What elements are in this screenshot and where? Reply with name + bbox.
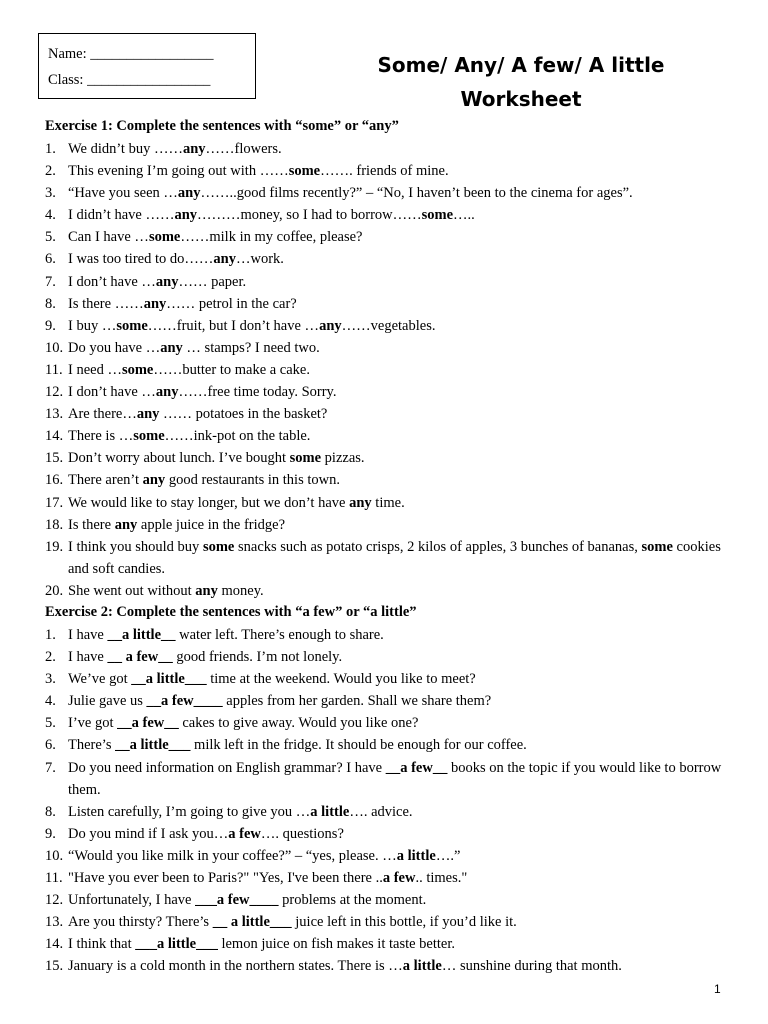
item-sentence: [68, 447, 725, 469]
answer-text: some: [421, 207, 454, 224]
sentence-text: Listen carefully, I’m going to give you …: [68, 803, 311, 820]
list-item: [45, 226, 725, 248]
list-item: [45, 293, 725, 315]
item-sentence: [68, 845, 725, 867]
item-number: 18.: [45, 516, 64, 533]
sentence-text: books on the topic if you would like to borrow them.: [68, 759, 722, 798]
item-number: 12.: [45, 892, 64, 909]
item-sentence: [68, 536, 725, 580]
sentence-text: We’ve got: [68, 671, 132, 688]
item-sentence: [68, 801, 725, 823]
sentence-text: ……milk in my coffee, please?: [180, 229, 363, 246]
answer-text: any: [174, 207, 198, 224]
answer-text: any: [213, 251, 236, 268]
answer-text: some: [133, 428, 165, 445]
sentence-text: I didn’t have ……: [68, 207, 175, 224]
list-item: [45, 403, 725, 425]
sentence-text: …… paper.: [178, 273, 247, 290]
item-sentence: [68, 955, 725, 977]
list-item: [45, 182, 725, 204]
item-number: 4.: [45, 207, 56, 224]
answer-text: a little: [402, 958, 442, 975]
sentence-text: cookies and soft candies.: [68, 538, 721, 577]
list-item: [45, 469, 725, 491]
sentence-text: money.: [217, 582, 264, 599]
sentence-text: I’ve got: [68, 715, 118, 732]
sentence-text: pizzas.: [321, 450, 365, 467]
item-sentence: [68, 668, 725, 690]
sentence-text: I have: [68, 649, 108, 666]
list-item: [45, 425, 725, 447]
item-number: 6.: [45, 737, 56, 754]
item-number: 15.: [45, 450, 64, 467]
sentence-text: ….”: [435, 847, 461, 864]
list-item: [45, 757, 725, 801]
item-number: 14.: [45, 936, 64, 953]
item-sentence: [68, 889, 725, 911]
answer-text: ___a few____: [195, 892, 279, 909]
sentence-text: juice left in this bottle, if you’d like it.: [291, 914, 517, 931]
item-sentence: [68, 734, 725, 756]
sentence-text: Julie gave us: [68, 693, 147, 710]
name-field-label: Name: _________________: [48, 46, 214, 62]
sentence-text: I don’t have …: [68, 384, 156, 401]
exercise-1-heading: Exercise 1: Complete the sentences with “some” or “any”: [45, 118, 399, 134]
sentence-text: …… potatoes in the basket?: [159, 406, 328, 423]
sentence-text: Are there…: [68, 406, 137, 423]
sentence-text: Are you thirsty? There’s: [68, 914, 213, 931]
answer-text: some: [288, 163, 321, 180]
sentence-text: ………money, so I had to borrow……: [197, 207, 422, 224]
item-number: 13.: [45, 406, 64, 423]
sentence-text: …. questions?: [260, 825, 344, 842]
list-item: [45, 955, 725, 977]
item-number: 3.: [45, 671, 56, 688]
answer-text: __a few____: [146, 693, 223, 710]
list-item: [45, 536, 725, 580]
list-item: [45, 381, 725, 403]
sentence-text: ……. friends of mine.: [320, 163, 449, 180]
answer-text: a few: [228, 825, 261, 842]
item-sentence: [68, 293, 725, 315]
sentence-text: We would like to stay longer, but we don’t have: [68, 494, 350, 511]
exercise-1-list: [45, 138, 725, 602]
sentence-text: I buy …: [68, 317, 117, 334]
answer-text: ___a little___: [135, 936, 218, 953]
item-number: 9.: [45, 825, 56, 842]
item-number: 17.: [45, 494, 64, 511]
item-number: 14.: [45, 428, 64, 445]
item-number: 12.: [45, 384, 64, 401]
sentence-text: There’s: [68, 737, 116, 754]
title-line-1: Some/ Any/ A few/ A little: [377, 53, 665, 77]
item-sentence: [68, 337, 725, 359]
sentence-text: good restaurants in this town.: [165, 472, 340, 489]
sentence-text: "Have you ever been to Paris?" "Yes, I've been there ..: [68, 870, 383, 886]
item-sentence: [68, 381, 725, 403]
list-item: [45, 646, 725, 668]
item-number: 7.: [45, 273, 56, 290]
sentence-text: ……free time today. Sorry.: [178, 384, 337, 401]
item-sentence: [68, 315, 725, 337]
list-item: [45, 580, 725, 602]
sentence-text: Unfortunately, I have: [68, 892, 196, 909]
item-number: 11.: [45, 870, 63, 886]
item-number: 8.: [45, 803, 56, 820]
item-number: 10.: [45, 339, 64, 356]
item-number: 2.: [45, 649, 56, 666]
item-sentence: [68, 712, 725, 734]
item-sentence: [68, 757, 725, 801]
item-sentence: [68, 248, 725, 270]
exercise-2-heading: Exercise 2: Complete the sentences with “a few” or “a little”: [45, 603, 417, 620]
sentence-text: We didn’t buy ……: [68, 141, 183, 157]
item-number: 16.: [45, 472, 64, 489]
item-number: 1.: [45, 141, 56, 157]
item-sentence: [68, 580, 725, 602]
answer-text: any: [349, 494, 372, 511]
item-sentence: [68, 911, 725, 933]
sentence-text: cakes to give away. Would you like one?: [178, 715, 419, 732]
answer-text: any: [160, 339, 183, 356]
item-sentence: [68, 646, 725, 668]
sentence-text: There aren’t: [68, 472, 143, 489]
item-sentence: [68, 867, 725, 889]
item-number: 7.: [45, 759, 56, 776]
item-sentence: [68, 425, 725, 447]
item-number: 4.: [45, 693, 56, 710]
item-sentence: [68, 690, 725, 712]
worksheet-content: [45, 116, 725, 977]
item-sentence: [68, 138, 725, 160]
sentence-text: .. times.": [415, 870, 468, 886]
sentence-text: I have: [68, 626, 108, 643]
sentence-text: problems at the moment.: [278, 892, 427, 909]
sentence-text: I think that: [68, 936, 136, 953]
list-item: [45, 801, 725, 823]
list-item: [45, 138, 725, 160]
answer-text: any: [177, 185, 201, 202]
answer-text: some: [202, 538, 235, 555]
item-number: 15.: [45, 958, 64, 975]
answer-text: __a few__: [385, 759, 448, 776]
answer-text: any: [319, 317, 342, 334]
list-item: [45, 889, 725, 911]
page-number: 1: [714, 982, 721, 996]
item-sentence: [68, 204, 725, 226]
list-item: [45, 624, 725, 646]
sentence-text: …..: [453, 207, 475, 224]
sentence-text: … sunshine during that month.: [441, 958, 622, 975]
item-number: 11.: [45, 361, 63, 378]
list-item: [45, 668, 725, 690]
item-number: 3.: [45, 185, 56, 202]
list-item: [45, 248, 725, 270]
list-item: [45, 933, 725, 955]
sentence-text: ……butter to make a cake.: [153, 361, 310, 378]
item-sentence: [68, 624, 725, 646]
answer-text: a few: [382, 870, 416, 886]
answer-text: __a little___: [131, 671, 207, 688]
answer-text: some: [121, 361, 154, 378]
answer-text: a little: [396, 847, 436, 864]
item-number: 8.: [45, 295, 56, 312]
item-sentence: [68, 514, 725, 536]
item-number: 10.: [45, 847, 64, 864]
item-sentence: [68, 182, 725, 204]
answer-text: any: [155, 384, 179, 401]
sentence-text: water left. There’s enough to share.: [175, 626, 384, 643]
list-item: [45, 911, 725, 933]
item-number: 9.: [45, 317, 56, 334]
sentence-text: I need …: [68, 361, 122, 378]
answer-text: some: [289, 450, 322, 467]
sentence-text: …… petrol in the car?: [166, 295, 297, 312]
list-item: [45, 359, 725, 381]
list-item: [45, 690, 725, 712]
item-sentence: [68, 271, 725, 293]
sentence-text: Do you mind if I ask you…: [68, 825, 229, 842]
list-item: [45, 845, 725, 867]
sentence-text: ……..good films recently?” – “No, I haven’t been to the cinema for ages”.: [200, 185, 633, 202]
sentence-text: Do you have …: [68, 339, 161, 356]
list-item: [45, 315, 725, 337]
item-number: 6.: [45, 251, 56, 268]
sentence-text: I think you should buy: [68, 538, 203, 555]
answer-text: __a few__: [117, 715, 179, 732]
list-item: [45, 514, 725, 536]
sentence-text: time at the weekend. Would you like to meet?: [206, 671, 476, 688]
sentence-text: Is there ……: [68, 295, 144, 312]
sentence-text: Do you need information on English grammar? I have: [68, 759, 386, 776]
item-sentence: [68, 403, 725, 425]
sentence-text: ……flowers.: [205, 141, 282, 157]
sentence-text: …. advice.: [349, 803, 413, 820]
sentence-text: snacks such as potato crisps, 2 kilos of apples, 3 bunches of bananas,: [234, 538, 642, 555]
sentence-text: Don’t worry about lunch. I’ve bought: [68, 450, 290, 467]
sentence-text: apple juice in the fridge?: [137, 516, 286, 533]
title-line-2: Worksheet: [460, 87, 582, 111]
answer-text: any: [142, 472, 166, 489]
list-item: [45, 823, 725, 845]
list-item: [45, 492, 725, 514]
list-item: [45, 867, 725, 889]
item-number: 5.: [45, 715, 56, 732]
list-item: [45, 447, 725, 469]
item-number: 19.: [45, 538, 64, 555]
sentence-text: I was too tired to do……: [68, 251, 214, 268]
sentence-text: good friends. I’m not lonely.: [172, 649, 343, 666]
answer-text: __a little___: [115, 737, 191, 754]
item-sentence: [68, 492, 725, 514]
sentence-text: ……fruit, but I don’t have …: [147, 317, 320, 334]
answer-text: any: [155, 273, 179, 290]
item-sentence: [68, 160, 725, 182]
item-sentence: [68, 933, 725, 955]
exercise-2-list: [45, 624, 725, 978]
item-number: 1.: [45, 626, 56, 643]
sentence-text: “Have you seen …: [68, 185, 178, 202]
item-number: 20.: [45, 582, 64, 599]
answer-text: some: [148, 229, 181, 246]
sentence-text: ……ink-pot on the table.: [164, 428, 311, 445]
sentence-text: … stamps? I need two.: [182, 339, 320, 356]
sentence-text: There is …: [68, 428, 134, 445]
item-number: 5.: [45, 229, 56, 246]
list-item: [45, 204, 725, 226]
sentence-text: time.: [371, 494, 405, 511]
answer-text: any: [114, 516, 138, 533]
sentence-text: This evening I’m going out with ……: [68, 163, 289, 180]
list-item: [45, 271, 725, 293]
list-item: [45, 160, 725, 182]
answer-text: any: [182, 141, 206, 157]
list-item: [45, 734, 725, 756]
sentence-text: “Would you like milk in your coffee?” – “yes, please. …: [68, 847, 397, 864]
sentence-text: …work.: [235, 251, 284, 268]
answer-text: some: [116, 317, 148, 334]
list-item: [45, 337, 725, 359]
answer-text: __a little__: [107, 626, 176, 643]
sentence-text: Is there: [68, 516, 115, 533]
class-field-label: Class: _________________: [48, 72, 211, 88]
sentence-text: apples from her garden. Shall we share them?: [222, 693, 492, 710]
list-item: [45, 712, 725, 734]
sentence-text: lemon juice on fish makes it taste better.: [217, 936, 456, 953]
answer-text: __ a few__: [107, 649, 173, 666]
sentence-text: She went out without: [68, 582, 196, 599]
answer-text: any: [195, 582, 218, 599]
sentence-text: ……vegetables.: [341, 317, 436, 334]
item-sentence: [68, 226, 725, 248]
item-sentence: [68, 469, 725, 491]
answer-text: any: [143, 295, 167, 312]
answer-text: a little: [310, 803, 350, 820]
answer-text: __ a little___: [212, 914, 292, 931]
item-sentence: [68, 823, 725, 845]
sentence-text: January is a cold month in the northern states. There is …: [68, 958, 403, 975]
answer-text: some: [641, 538, 673, 555]
answer-text: any: [136, 406, 160, 423]
sentence-text: I don’t have …: [68, 273, 156, 290]
item-number: 2.: [45, 163, 56, 180]
sentence-text: Can I have …: [68, 229, 149, 246]
sentence-text: milk left in the fridge. It should be enough for our coffee.: [190, 737, 527, 754]
worksheet-title: [340, 48, 702, 116]
item-number: 13.: [45, 914, 64, 931]
item-sentence: [68, 359, 725, 381]
student-info-box: [38, 33, 256, 99]
